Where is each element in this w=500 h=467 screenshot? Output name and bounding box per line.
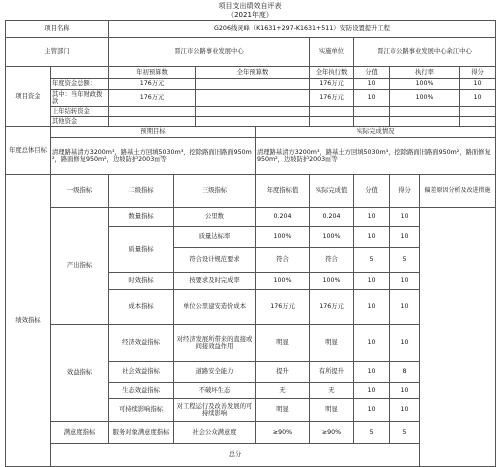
funds-col-initial: 年初预算数 [109, 67, 196, 79]
funds-row-initial: 176万元 [109, 90, 196, 107]
total-label: 总分 [51, 444, 420, 467]
row-level3: 对经济发展所带来的直接或间接效益作用 [174, 325, 256, 362]
row-score: 10 [354, 208, 390, 227]
funds-col-got: 得分 [460, 67, 496, 79]
row-got: 10 [390, 273, 420, 290]
col-level2: 二级指标 [109, 175, 174, 208]
row-got: 5 [390, 422, 420, 444]
output-label: 产出指标 [51, 208, 109, 325]
row-target: 100% [256, 273, 310, 290]
funds-row-score: 10 [354, 90, 390, 107]
row-level3: 公里数 [174, 208, 256, 227]
row-level2: 经济效益指标 [109, 325, 174, 362]
funds-col-rate: 执行率 [390, 67, 460, 79]
row-level3: 符合设计规范要求 [174, 248, 256, 273]
impl-value: 晋江市公路事业发展中心余江中心 [354, 38, 496, 67]
funds-row-got: 10 [460, 90, 496, 107]
row-got: 10 [390, 383, 420, 399]
row-score: 10 [354, 227, 390, 248]
funds-row-rate: 100% [390, 90, 460, 107]
funds-col-annual: 全年预算数 [196, 67, 310, 79]
funds-row-initial [109, 117, 196, 127]
row-target: 提升 [256, 362, 310, 383]
funds-row-got: 10 [460, 79, 496, 90]
funds-row-executed: 176万元 [310, 79, 354, 90]
row-actual: 有所提升 [310, 362, 354, 383]
actual-label: 实际完成情况 [256, 127, 496, 138]
row-level2: 生态效益指标 [109, 383, 174, 399]
perf-label: 绩效指标 [6, 175, 51, 467]
funds-row-initial: 176万元 [109, 79, 196, 90]
funds-row-annual [196, 90, 310, 107]
row-actual: 100% [310, 227, 354, 248]
row-score: 10 [354, 273, 390, 290]
row-level2: 可持续影响指标 [109, 399, 174, 422]
row-level3: 单位公里建安造价成本 [174, 290, 256, 325]
funds-row-label: 上年结转资金 [51, 107, 109, 117]
dept-value: 晋江市公路事业发展中心 [109, 38, 310, 67]
col-level3: 三级指标 [174, 175, 256, 208]
row-target: 明显 [256, 399, 310, 422]
row-score: 10 [354, 325, 390, 362]
actual-text: 清理路基清方3200m³，路基土方回填5030m³，挖除路面旧路面950m²，路面修复950m²，边坡防护2003㎡等 [256, 138, 496, 175]
row-got: 10 [390, 208, 420, 227]
funds-header-blank [51, 67, 109, 79]
row-level2: 时效指标 [109, 273, 174, 290]
row-score: 10 [354, 362, 390, 383]
row-target: 0.204 [256, 208, 310, 227]
project-name-value: G206线灵峰（K1631+297-K1631+511）安防设置提升工程 [109, 21, 496, 38]
row-got: 10 [390, 227, 420, 248]
impl-label: 实施单位 [310, 38, 354, 67]
funds-row-executed [310, 107, 354, 117]
row-deviation [420, 208, 496, 467]
row-level3: 按要求及时完成率 [174, 273, 256, 290]
funds-row-initial [109, 107, 196, 117]
row-target: 无 [256, 383, 310, 399]
row-target: 100% [256, 227, 310, 248]
benefit-label: 效益指标 [51, 325, 109, 422]
funds-row-executed [310, 117, 354, 127]
funds-row-annual [196, 107, 310, 117]
col-deviation: 偏差原因分析及改进措施 [420, 175, 496, 208]
row-target: 符合 [256, 248, 310, 273]
funds-row-rate [390, 117, 460, 127]
row-actual: 明显 [310, 325, 354, 362]
row-score: 10 [354, 399, 390, 422]
row-level2: 服务对象满意度指标 [109, 422, 174, 444]
goal-label: 年度总体目标 [6, 127, 51, 175]
row-level3: 质量达标率 [174, 227, 256, 248]
funds-row-score [354, 107, 390, 117]
funds-col-executed: 全年执行数 [310, 67, 354, 79]
row-level3: 道路安全能力 [174, 362, 256, 383]
row-level3: 不破坏生态 [174, 383, 256, 399]
row-actual: 176万元 [310, 290, 354, 325]
col-actual: 实际完成值 [310, 175, 354, 208]
row-got: 8 [390, 362, 420, 383]
row-actual: ≥90% [310, 422, 354, 444]
funds-row-label: 其中：当年财政拨款 [51, 90, 109, 107]
expected-text: 清理路基清方3200m³，路基土方回填5030m³，挖除路面旧路面950m²，路面修复950m²，边坡防护2003㎡等 [51, 138, 256, 175]
row-score: 5 [354, 422, 390, 444]
funds-row-executed: 176万元 [310, 90, 354, 107]
page-title: 项目支出绩效自评表 [218, 2, 282, 10]
row-score: 10 [354, 383, 390, 399]
row-got: 10 [390, 290, 420, 325]
funds-row-label: 年度资金总额： [51, 79, 109, 90]
dept-label: 主管部门 [6, 38, 109, 67]
funds-row-got [460, 117, 496, 127]
satisfaction-label: 满意度指标 [51, 422, 109, 444]
row-target: 明显 [256, 325, 310, 362]
funds-row-label: 其他资金 [51, 117, 109, 127]
row-level2: 社会效益指标 [109, 362, 174, 383]
col-level1: 一级指标 [51, 175, 109, 208]
row-target: ≥90% [256, 422, 310, 444]
col-score: 分值 [354, 175, 390, 208]
row-actual: 明显 [310, 399, 354, 422]
row-level2: 成本指标 [109, 290, 174, 325]
funds-row-got [460, 107, 496, 117]
row-got: 5 [390, 248, 420, 273]
report-year: （2021年度） [227, 11, 273, 19]
funds-row-score: 10 [354, 79, 390, 90]
row-actual: 符合 [310, 248, 354, 273]
self-evaluation-table [5, 20, 496, 467]
row-actual: 无 [310, 383, 354, 399]
funds-section-label: 项目资金 [6, 67, 51, 127]
funds-row-score [354, 117, 390, 127]
row-level2: 质量指标 [109, 227, 174, 273]
row-level3: 对工程运行及改善发展的可持续影响 [174, 399, 256, 422]
row-got: 10 [390, 325, 420, 362]
row-got: 10 [390, 399, 420, 422]
row-target: 176万元 [256, 290, 310, 325]
project-name-label: 项目名称 [6, 21, 109, 38]
row-actual: 100% [310, 273, 354, 290]
row-actual: 0.204 [310, 208, 354, 227]
row-level2: 数量指标 [109, 208, 174, 227]
funds-row-annual [196, 79, 310, 90]
funds-row-rate [390, 107, 460, 117]
row-level3: 社会公众满意度 [174, 422, 256, 444]
row-score: 10 [354, 290, 390, 325]
col-got: 得分 [390, 175, 420, 208]
funds-row-annual [196, 117, 310, 127]
funds-col-score: 分值 [354, 67, 390, 79]
row-score: 5 [354, 248, 390, 273]
expected-label: 预期目标 [51, 127, 256, 138]
funds-row-rate: 100% [390, 79, 460, 90]
col-target: 年度指标值 [256, 175, 310, 208]
